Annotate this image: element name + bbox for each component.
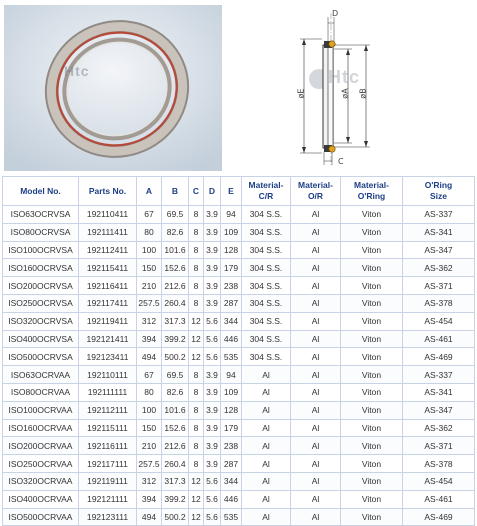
table-cell: Viton xyxy=(341,294,403,312)
table-cell: Viton xyxy=(341,312,403,330)
table-cell: 109 xyxy=(221,383,242,401)
table-cell: Al xyxy=(291,437,341,455)
table-cell: ISO80OCRVAA xyxy=(3,383,79,401)
column-header-text: C xyxy=(192,185,200,196)
table-row xyxy=(3,472,475,490)
table-cell: Viton xyxy=(341,455,403,473)
table-cell: ISO100OCRVSA xyxy=(3,241,79,259)
table-cell: 12 xyxy=(189,348,204,366)
table-cell: 3.9 xyxy=(204,437,221,455)
table-cell: 12 xyxy=(189,330,204,348)
table-cell: ISO200OCRVAA xyxy=(3,437,79,455)
table-cell: 304 S.S. xyxy=(242,259,291,277)
table-cell: 257.5 xyxy=(137,455,162,473)
table-cell: 3.9 xyxy=(204,294,221,312)
table-cell: Al xyxy=(242,419,291,437)
table-cell: 192121411 xyxy=(79,330,137,348)
table-row xyxy=(3,330,475,348)
table-cell: ISO80OCRVSA xyxy=(3,223,79,241)
table-cell: 8 xyxy=(189,401,204,419)
bearing-ring-photo xyxy=(4,5,222,171)
table-cell: Al xyxy=(291,401,341,419)
table-cell: 8 xyxy=(189,294,204,312)
table-cell: 192117411 xyxy=(79,294,137,312)
table-cell: AS-341 xyxy=(403,223,475,241)
table-cell: AS-371 xyxy=(403,437,475,455)
table-cell: AS-347 xyxy=(403,241,475,259)
table-cell: 8 xyxy=(189,383,204,401)
table-cell: AS-337 xyxy=(403,206,475,224)
table-cell: 192119111 xyxy=(79,472,137,490)
table-cell: 210 xyxy=(137,277,162,295)
table-cell: 304 S.S. xyxy=(242,312,291,330)
table-cell: AS-454 xyxy=(403,472,475,490)
table-cell: 287 xyxy=(221,294,242,312)
column-header-text: Material- xyxy=(248,180,284,190)
table-cell: Al xyxy=(242,508,291,526)
table-cell: ISO400OCRVSA xyxy=(3,330,79,348)
table-cell: Al xyxy=(291,366,341,384)
table-cell: 109 xyxy=(221,223,242,241)
table-cell: 179 xyxy=(221,419,242,437)
table-cell: 304 S.S. xyxy=(242,277,291,295)
table-cell: 192112111 xyxy=(79,401,137,419)
table-cell: ISO160OCRVAA xyxy=(3,419,79,437)
column-header xyxy=(341,177,403,206)
table-cell: Al xyxy=(242,383,291,401)
table-cell: Viton xyxy=(341,472,403,490)
table-cell: 260.4 xyxy=(162,294,189,312)
table-cell: 3.9 xyxy=(204,419,221,437)
table-cell: 3.9 xyxy=(204,277,221,295)
table-cell: 500.2 xyxy=(162,508,189,526)
table-cell: AS-371 xyxy=(403,277,475,295)
table-cell: ISO500OCRVAA xyxy=(3,508,79,526)
table-cell: ISO63OCRVAA xyxy=(3,366,79,384)
table-cell: 304 S.S. xyxy=(242,294,291,312)
table-cell: 8 xyxy=(189,455,204,473)
table-cell: 150 xyxy=(137,419,162,437)
table-cell: 399.2 xyxy=(162,330,189,348)
table-cell: 287 xyxy=(221,455,242,473)
column-header xyxy=(137,177,162,206)
table-cell: Viton xyxy=(341,419,403,437)
table-cell: Viton xyxy=(341,437,403,455)
table-cell: Al xyxy=(291,490,341,508)
table-cell: AS-461 xyxy=(403,490,475,508)
table-cell: Al xyxy=(291,241,341,259)
table-cell: ISO320OCRVSA xyxy=(3,312,79,330)
table-cell: 150 xyxy=(137,259,162,277)
column-header-text: C/R xyxy=(258,191,274,201)
table-cell: 69.5 xyxy=(162,366,189,384)
table-cell: 67 xyxy=(137,366,162,384)
photo-watermark: Htc xyxy=(64,63,90,79)
table-cell: ISO100OCRVAA xyxy=(3,401,79,419)
table-cell: 8 xyxy=(189,366,204,384)
column-header xyxy=(162,177,189,206)
table-cell: 192111411 xyxy=(79,223,137,241)
table-cell: 12 xyxy=(189,490,204,508)
table-cell: Al xyxy=(291,294,341,312)
column-header-text: E xyxy=(228,185,234,196)
table-cell: 192119411 xyxy=(79,312,137,330)
table-cell: 344 xyxy=(221,312,242,330)
header-row xyxy=(3,177,475,206)
table-cell: Al xyxy=(291,472,341,490)
table-cell: Al xyxy=(291,508,341,526)
table-cell: 192121111 xyxy=(79,490,137,508)
table-cell: 212.6 xyxy=(162,277,189,295)
table-cell: Al xyxy=(291,206,341,224)
table-cell: Al xyxy=(291,383,341,401)
table-cell: 5.6 xyxy=(204,472,221,490)
table-cell: 304 S.S. xyxy=(242,330,291,348)
table-cell: Viton xyxy=(341,348,403,366)
table-cell: AS-337 xyxy=(403,366,475,384)
table-cell: 8 xyxy=(189,277,204,295)
table-cell: Al xyxy=(291,348,341,366)
table-cell: 500.2 xyxy=(162,348,189,366)
table-cell: Al xyxy=(291,259,341,277)
table-row xyxy=(3,455,475,473)
bearing-cross-section-drawing xyxy=(286,5,406,170)
table-row xyxy=(3,401,475,419)
table-cell: ISO200OCRVSA xyxy=(3,277,79,295)
table-cell: 304 S.S. xyxy=(242,348,291,366)
label-phi-a: øA xyxy=(340,88,350,99)
table-cell: 3.9 xyxy=(204,206,221,224)
table-row xyxy=(3,348,475,366)
column-header xyxy=(291,177,341,206)
table-cell: 304 S.S. xyxy=(242,206,291,224)
table-cell: 152.6 xyxy=(162,419,189,437)
table-cell: 8 xyxy=(189,206,204,224)
table-cell: Al xyxy=(242,455,291,473)
table-cell: AS-347 xyxy=(403,401,475,419)
table-cell: Viton xyxy=(341,223,403,241)
table-cell: AS-341 xyxy=(403,383,475,401)
table-cell: Al xyxy=(291,277,341,295)
table-cell: 260.4 xyxy=(162,455,189,473)
table-cell: 212.6 xyxy=(162,437,189,455)
table-cell: Viton xyxy=(341,383,403,401)
table-cell: 69.5 xyxy=(162,206,189,224)
column-header-text: Size xyxy=(429,191,447,201)
table-cell: 394 xyxy=(137,330,162,348)
table-cell: Al xyxy=(242,401,291,419)
table-cell: 192123111 xyxy=(79,508,137,526)
column-header-text: O'Ring xyxy=(357,191,386,201)
table-cell: ISO63OCRVSA xyxy=(3,206,79,224)
table-cell: 257.5 xyxy=(137,294,162,312)
table-cell: AS-454 xyxy=(403,312,475,330)
table-cell: 238 xyxy=(221,277,242,295)
table-cell: 67 xyxy=(137,206,162,224)
table-cell: 446 xyxy=(221,490,242,508)
table-cell: ISO250OCRVSA xyxy=(3,294,79,312)
table-row xyxy=(3,206,475,224)
table-cell: 8 xyxy=(189,223,204,241)
table-cell: 3.9 xyxy=(204,366,221,384)
table-cell: Viton xyxy=(341,241,403,259)
table-cell: Al xyxy=(291,330,341,348)
column-header-text: Material- xyxy=(298,180,333,190)
table-cell: 80 xyxy=(137,383,162,401)
table-cell: ISO400OCRVAA xyxy=(3,490,79,508)
product-images-area xyxy=(0,0,477,176)
table-row xyxy=(3,223,475,241)
table-cell: 5.6 xyxy=(204,312,221,330)
column-header xyxy=(79,177,137,206)
table-cell: 179 xyxy=(221,259,242,277)
column-header-text: O'Ring xyxy=(424,180,453,190)
table-cell: 192111111 xyxy=(79,383,137,401)
column-header-text: D xyxy=(208,185,216,196)
table-cell: 152.6 xyxy=(162,259,189,277)
table-cell: 8 xyxy=(189,241,204,259)
table-cell: 535 xyxy=(221,348,242,366)
table-cell: 94 xyxy=(221,206,242,224)
table-cell: AS-461 xyxy=(403,330,475,348)
column-header-text: Material- xyxy=(354,180,389,190)
table-cell: 192115111 xyxy=(79,419,137,437)
column-header-text: Model No. xyxy=(20,185,61,196)
table-cell: Viton xyxy=(341,508,403,526)
table-cell: 3.9 xyxy=(204,401,221,419)
table-cell: ISO160OCRVSA xyxy=(3,259,79,277)
table-row xyxy=(3,241,475,259)
table-row xyxy=(3,437,475,455)
table-cell: 128 xyxy=(221,241,242,259)
table-row xyxy=(3,383,475,401)
table-cell: Viton xyxy=(341,277,403,295)
table-cell: 3.9 xyxy=(204,383,221,401)
table-cell: 317.3 xyxy=(162,472,189,490)
table-cell: 80 xyxy=(137,223,162,241)
table-cell: Al xyxy=(242,437,291,455)
table-cell: 8 xyxy=(189,419,204,437)
table-row xyxy=(3,508,475,526)
table-cell: 3.9 xyxy=(204,223,221,241)
table-cell: 8 xyxy=(189,437,204,455)
drawing-watermark: Htc xyxy=(328,67,361,87)
table-cell: 101.6 xyxy=(162,401,189,419)
table-cell: AS-378 xyxy=(403,455,475,473)
table-cell: Al xyxy=(291,455,341,473)
label-phi-b: øB xyxy=(358,88,368,99)
table-cell: 94 xyxy=(221,366,242,384)
table-cell: 312 xyxy=(137,312,162,330)
table-cell: Viton xyxy=(341,490,403,508)
table-cell: 192123411 xyxy=(79,348,137,366)
table-cell: ISO320OCRVAA xyxy=(3,472,79,490)
table-cell: 192116111 xyxy=(79,437,137,455)
table-cell: 3.9 xyxy=(204,241,221,259)
table-cell: AS-378 xyxy=(403,294,475,312)
table-cell: 192110111 xyxy=(79,366,137,384)
table-cell: 394 xyxy=(137,490,162,508)
table-cell: Al xyxy=(291,419,341,437)
label-phi-e: øE xyxy=(296,88,306,99)
table-cell: 82.6 xyxy=(162,383,189,401)
table-cell: Viton xyxy=(341,330,403,348)
spec-table xyxy=(2,176,475,526)
spec-table-body xyxy=(3,206,475,526)
table-cell: 5.6 xyxy=(204,508,221,526)
table-cell: 12 xyxy=(189,312,204,330)
table-row xyxy=(3,419,475,437)
table-row xyxy=(3,277,475,295)
column-header xyxy=(242,177,291,206)
table-cell: 535 xyxy=(221,508,242,526)
table-cell: AS-362 xyxy=(403,259,475,277)
column-header xyxy=(403,177,475,206)
table-cell: 5.6 xyxy=(204,330,221,348)
table-cell: 192112411 xyxy=(79,241,137,259)
column-header-text: Parts No. xyxy=(88,185,127,196)
table-cell: AS-469 xyxy=(403,348,475,366)
column-header-text: B xyxy=(171,185,179,196)
table-cell: 304 S.S. xyxy=(242,241,291,259)
column-header xyxy=(221,177,242,206)
column-header xyxy=(204,177,221,206)
table-cell: AS-469 xyxy=(403,508,475,526)
table-cell: 101.6 xyxy=(162,241,189,259)
table-cell: Al xyxy=(242,490,291,508)
table-cell: ISO500OCRVSA xyxy=(3,348,79,366)
table-cell: 210 xyxy=(137,437,162,455)
label-d: D xyxy=(332,9,339,18)
table-cell: 100 xyxy=(137,241,162,259)
column-header xyxy=(3,177,79,206)
bearing-ring-icon xyxy=(4,5,222,171)
table-cell: 192110411 xyxy=(79,206,137,224)
table-cell: 192115411 xyxy=(79,259,137,277)
table-cell: Viton xyxy=(341,259,403,277)
table-cell: 82.6 xyxy=(162,223,189,241)
table-cell: 399.2 xyxy=(162,490,189,508)
table-cell: Al xyxy=(242,472,291,490)
table-row xyxy=(3,366,475,384)
table-cell: 494 xyxy=(137,348,162,366)
table-cell: 304 S.S. xyxy=(242,223,291,241)
table-cell: 494 xyxy=(137,508,162,526)
column-header-text: A xyxy=(145,185,153,196)
spec-table-header xyxy=(3,177,475,206)
table-cell: 3.9 xyxy=(204,259,221,277)
table-row xyxy=(3,312,475,330)
table-cell: 312 xyxy=(137,472,162,490)
table-cell: Al xyxy=(291,223,341,241)
table-cell: 344 xyxy=(221,472,242,490)
table-cell: 192116411 xyxy=(79,277,137,295)
table-cell: 12 xyxy=(189,472,204,490)
table-row xyxy=(3,294,475,312)
table-cell: 8 xyxy=(189,259,204,277)
label-c: C xyxy=(338,157,344,166)
table-cell: Al xyxy=(291,312,341,330)
column-header xyxy=(189,177,204,206)
table-cell: 5.6 xyxy=(204,490,221,508)
table-cell: Viton xyxy=(341,206,403,224)
table-row xyxy=(3,490,475,508)
table-cell: 128 xyxy=(221,401,242,419)
table-cell: Viton xyxy=(341,401,403,419)
table-cell: 5.6 xyxy=(204,348,221,366)
table-cell: 317.3 xyxy=(162,312,189,330)
table-cell: 446 xyxy=(221,330,242,348)
table-cell: Al xyxy=(242,366,291,384)
table-cell: Viton xyxy=(341,366,403,384)
table-cell: 3.9 xyxy=(204,455,221,473)
table-cell: 192117111 xyxy=(79,455,137,473)
table-row xyxy=(3,259,475,277)
table-cell: 100 xyxy=(137,401,162,419)
table-cell: 238 xyxy=(221,437,242,455)
table-cell: ISO250OCRVAA xyxy=(3,455,79,473)
table-cell: AS-362 xyxy=(403,419,475,437)
table-cell: 12 xyxy=(189,508,204,526)
column-header-text: O/R xyxy=(307,191,324,201)
